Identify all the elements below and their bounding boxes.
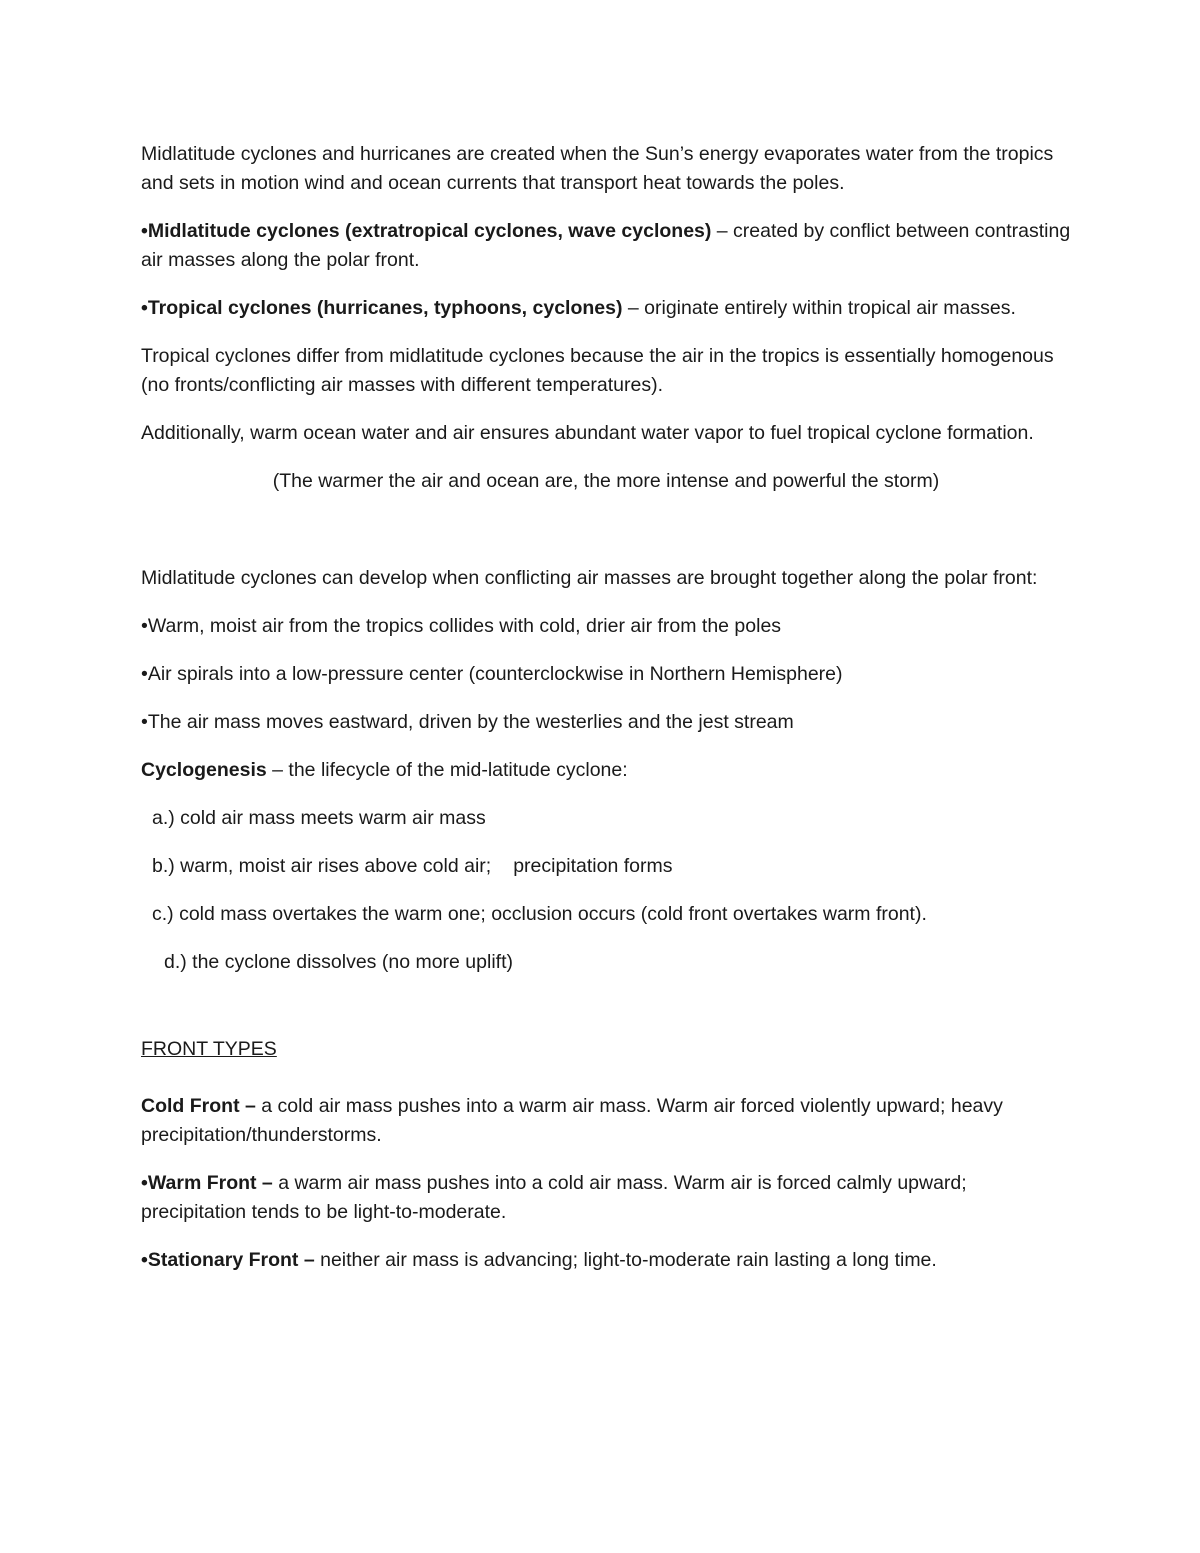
- warm-front-text: a warm air mass pushes into a cold air mass. Warm air is forced calmly upward; precipitation tends to be light-to-moderate.: [141, 1172, 967, 1223]
- cyclogenesis-term: Cyclogenesis: [141, 759, 267, 781]
- stationary-front-definition: [141, 1246, 1071, 1275]
- warm-ocean-paragraph: Additionally, warm ocean water and air ensures abundant water vapor to fuel tropical cyclone formation.: [141, 422, 1034, 444]
- warm-front-term: •Warm Front –: [141, 1172, 273, 1194]
- bullet-item: •Air spirals into a low-pressure center (counterclockwise in Northern Hemisphere): [141, 663, 843, 685]
- step-a: a.) cold air mass meets warm air mass: [152, 807, 486, 829]
- step-b-part1: b.) warm, moist air rises above cold air;: [152, 855, 492, 877]
- document-page: [141, 140, 1071, 1275]
- midlatitude-cyclones-definition: [141, 217, 1071, 275]
- step-d: d.) the cyclone dissolves (no more uplift): [164, 951, 513, 973]
- step-b: [141, 852, 1071, 881]
- bullet-item: •The air mass moves eastward, driven by the westerlies and the jest stream: [141, 711, 794, 733]
- step-b-part2: precipitation forms: [513, 855, 673, 877]
- front-types-heading: FRONT TYPES: [141, 1038, 277, 1060]
- midlatitude-cyclones-term: •Midlatitude cyclones (extratropical cyclones, wave cyclones): [141, 220, 712, 242]
- midlatitude-cyclones-text: – created by conflict between contrasting air masses along the polar front.: [141, 220, 1071, 271]
- step-c: c.) cold mass overtakes the warm one; occlusion occurs (cold front overtakes warm front).: [152, 903, 927, 925]
- tropical-cyclones-definition: [141, 294, 1071, 323]
- tropical-cyclones-term: •Tropical cyclones (hurricanes, typhoons, cyclones): [141, 297, 623, 319]
- cold-front-text: a cold air mass pushes into a warm air mass. Warm air forced violently upward; heavy precipitation/thunderstorms.: [141, 1095, 1003, 1146]
- cold-front-term: Cold Front –: [141, 1095, 256, 1117]
- bullet-item: •Warm, moist air from the tropics collides with cold, drier air from the poles: [141, 615, 782, 637]
- cold-front-definition: [141, 1092, 1071, 1150]
- storm-intensity-note: (The warmer the air and ocean are, the more intense and powerful the storm): [272, 470, 940, 492]
- stationary-front-term: •Stationary Front –: [141, 1249, 315, 1271]
- intro-paragraph: Midlatitude cyclones and hurricanes are created when the Sun’s energy evaporates water from the tropics and sets in motion wind and ocean currents that transport heat towards the poles.: [141, 143, 1054, 194]
- cyclogenesis-text: – the lifecycle of the mid-latitude cyclone:: [266, 759, 628, 781]
- cyclogenesis-definition: [141, 756, 1071, 785]
- tropical-cyclones-text: – originate entirely within tropical air masses.: [622, 297, 1016, 319]
- warm-front-definition: [141, 1169, 1071, 1227]
- stationary-front-text: neither air mass is advancing; light-to-moderate rain lasting a long time.: [314, 1249, 937, 1271]
- midlatitude-development-paragraph: Midlatitude cyclones can develop when conflicting air masses are brought together along the polar front:: [141, 567, 1038, 589]
- tropical-difference-paragraph: Tropical cyclones differ from midlatitude cyclones because the air in the tropics is essentially homogenous (no fronts/conflicting air masses with different temperatures).: [141, 345, 1054, 396]
